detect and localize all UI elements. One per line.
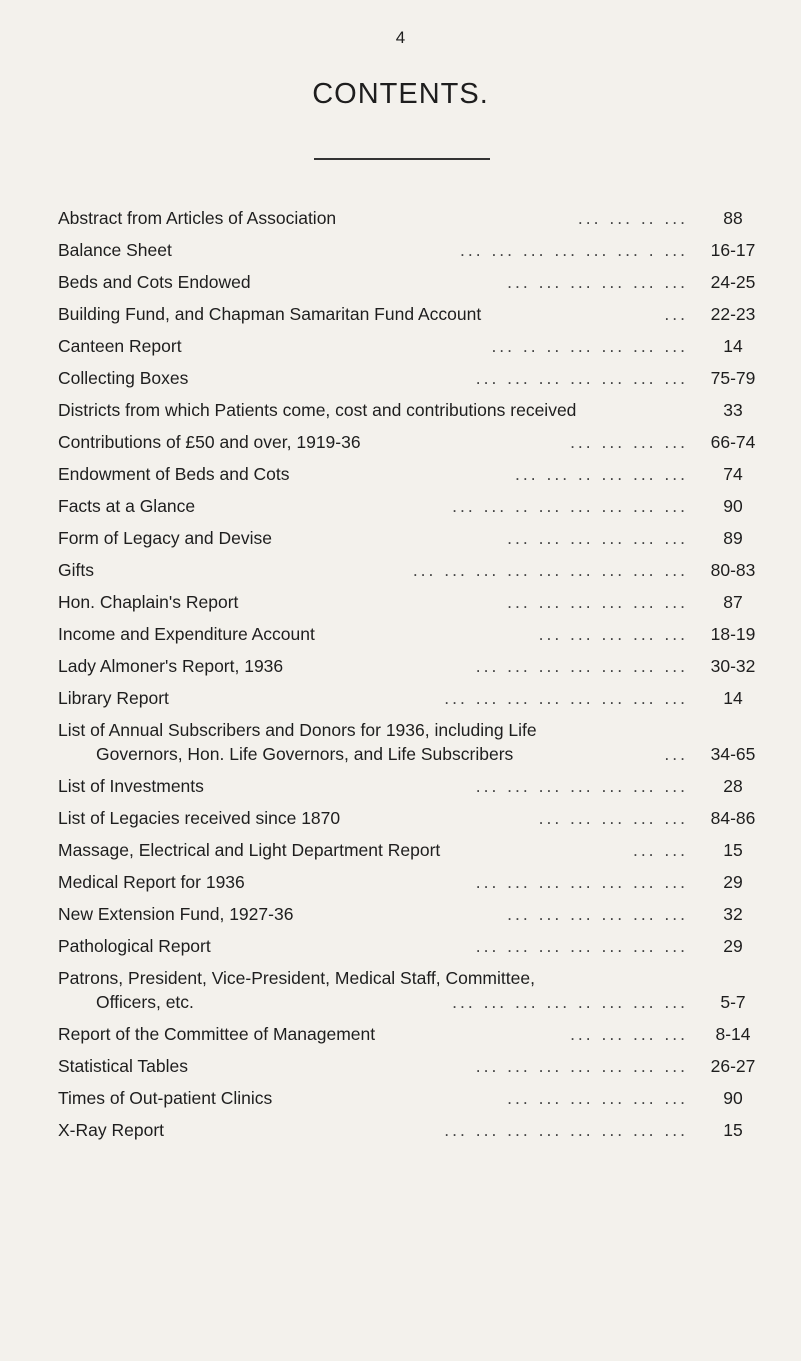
- entry-page-number: 18-19: [710, 624, 756, 644]
- entry-page-number: 34-65: [710, 744, 756, 764]
- contents-entry: [58, 870, 768, 894]
- entry-title: Massage, Electrical and Light Department Report: [58, 840, 441, 860]
- contents-entry: [58, 774, 768, 798]
- entry-page-number: 24-25: [710, 272, 756, 292]
- entry-title: Hon. Chaplain's Report: [58, 592, 239, 612]
- entry-title: Statistical Tables: [58, 1056, 189, 1076]
- leader-dots: ... ... ... ... ... ...: [507, 272, 688, 292]
- entry-page-number: 14: [723, 688, 743, 708]
- page-title: CONTENTS.: [312, 78, 489, 110]
- entry-title: X-Ray Report: [58, 1120, 165, 1140]
- entry-title-continuation: Officers, etc.: [96, 992, 194, 1012]
- entry-page-number: 29: [723, 936, 743, 956]
- leader-dots: ... ... ... ... ... ... ... ...: [444, 688, 688, 708]
- leader-dots: ... ... ... ... ... ... ...: [475, 1056, 688, 1076]
- contents-entry: [58, 1022, 768, 1046]
- entry-title: Facts at a Glance: [58, 496, 196, 516]
- entry-title: Library Report: [58, 688, 169, 708]
- leader-dots: ... ...: [632, 840, 688, 860]
- leader-dots: ... ... ... ... ...: [538, 624, 688, 644]
- entry-page-number: 15: [723, 1120, 743, 1140]
- contents-entry: [58, 366, 768, 390]
- contents-entry: [58, 270, 768, 294]
- contents-entry: [58, 902, 768, 926]
- leader-dots: ... ... ... ... ... ... . ...: [460, 240, 688, 260]
- leader-dots: ... ... ... ... ... ... ...: [475, 656, 688, 676]
- entry-title: Collecting Boxes: [58, 368, 189, 388]
- entry-title: List of Legacies received since 1870: [58, 808, 341, 828]
- entry-page-number: 26-27: [710, 1056, 756, 1076]
- leader-dots: ... ... ... ... ... ...: [507, 1088, 688, 1108]
- contents-entry: [58, 1054, 768, 1078]
- leader-dots: ... ... ... ... ... ...: [507, 592, 688, 612]
- leader-dots: ... ... ... ... ... ... ... ... ...: [412, 560, 688, 580]
- entry-page-number: 32: [723, 904, 743, 924]
- contents-entry: [58, 622, 768, 646]
- contents-entry: [58, 686, 768, 710]
- entry-title: New Extension Fund, 1927-36: [58, 904, 294, 924]
- contents-entry: [58, 718, 768, 766]
- contents-list: [58, 206, 768, 1150]
- entry-page-number: 16-17: [710, 240, 756, 260]
- entry-page-number: 29: [723, 872, 743, 892]
- entry-page-number: 74: [723, 464, 743, 484]
- entry-page-number: 87: [723, 592, 743, 612]
- contents-entry: [58, 1118, 768, 1142]
- leader-dots: ... .. .. ... ... ... ...: [491, 336, 688, 356]
- leader-dots: ... ... .. ...: [577, 208, 688, 228]
- entry-page-number: 33: [723, 400, 743, 420]
- contents-entry: [58, 934, 768, 958]
- entry-title-continuation: Governors, Hon. Life Governors, and Life Subscribers: [96, 744, 514, 764]
- leader-dots: ... ... ... ...: [570, 432, 688, 452]
- entry-title: List of Annual Subscribers and Donors for 1936, including Life: [58, 720, 537, 740]
- entry-page-number: 15: [723, 840, 743, 860]
- entry-title: Patrons, President, Vice-President, Medical Staff, Committee,: [58, 968, 535, 988]
- contents-entry: [58, 966, 768, 1014]
- entry-page-number: 5-7: [720, 992, 746, 1012]
- contents-entry: [58, 462, 768, 486]
- entry-page-number: 89: [723, 528, 743, 548]
- entry-page-number: 75-79: [710, 368, 756, 388]
- contents-entry: [58, 494, 768, 518]
- entry-title: Beds and Cots Endowed: [58, 272, 251, 292]
- entry-title: Times of Out-patient Clinics: [58, 1088, 273, 1108]
- entry-page-number: 30-32: [710, 656, 756, 676]
- entry-title: Building Fund, and Chapman Samaritan Fund Account: [58, 304, 482, 324]
- leader-dots: ... ... ... ... ... ... ...: [475, 776, 688, 796]
- leader-dots: ... ... ... ... ... ...: [507, 904, 688, 924]
- leader-dots: ... ... ... ...: [570, 1024, 688, 1044]
- leader-dots: ... ... ... ... ... ... ... ...: [444, 1120, 688, 1140]
- entry-title: Lady Almoner's Report, 1936: [58, 656, 284, 676]
- leader-dots: ... ... ... ... ...: [538, 808, 688, 828]
- entry-title: List of Investments: [58, 776, 204, 796]
- entry-page-number: 88: [723, 208, 743, 228]
- entry-title: Endowment of Beds and Cots: [58, 464, 290, 484]
- leader-dots: ...: [664, 744, 688, 764]
- entry-title: Canteen Report: [58, 336, 182, 356]
- entry-title: Medical Report for 1936: [58, 872, 245, 892]
- entry-title: Gifts: [58, 560, 94, 580]
- contents-entry: [58, 334, 768, 358]
- leader-dots: ... ... ... ... ... ... ...: [475, 936, 688, 956]
- leader-dots: ...: [664, 304, 688, 324]
- contents-entry: [58, 806, 768, 830]
- entry-title: Report of the Committee of Management: [58, 1024, 376, 1044]
- page-number: 4: [395, 28, 406, 47]
- contents-entry: [58, 558, 768, 582]
- leader-dots: ... ... .. ... ... ...: [515, 464, 688, 484]
- entry-title: Districts from which Patients come, cost and contributions received: [58, 400, 577, 420]
- entry-title: Form of Legacy and Devise: [58, 528, 272, 548]
- contents-entry: [58, 526, 768, 550]
- contents-entry: [58, 302, 768, 326]
- entry-title: Pathological Report: [58, 936, 211, 956]
- leader-dots: ... ... .. ... ... ... ... ...: [452, 496, 688, 516]
- contents-entry: [58, 654, 768, 678]
- entry-page-number: 84-86: [710, 808, 756, 828]
- entry-page-number: 66-74: [710, 432, 756, 452]
- leader-dots: ... ... ... ... ... ... ...: [475, 872, 688, 892]
- entry-title: Abstract from Articles of Association: [58, 208, 337, 228]
- entry-title: Balance Sheet: [58, 240, 172, 260]
- contents-entry: [58, 430, 768, 454]
- entry-page-number: 28: [723, 776, 743, 796]
- entry-title: Income and Expenditure Account: [58, 624, 315, 644]
- entry-page-number: 90: [723, 496, 743, 516]
- contents-entry: [58, 398, 768, 422]
- entry-page-number: 80-83: [710, 560, 756, 580]
- contents-entry: [58, 838, 768, 862]
- contents-entry: [58, 590, 768, 614]
- leader-dots: ... ... ... ... .. ... ... ...: [452, 992, 688, 1012]
- entry-page-number: 14: [723, 336, 743, 356]
- title-divider: [314, 158, 490, 160]
- leader-dots: ... ... ... ... ... ...: [507, 528, 688, 548]
- contents-entry: [58, 238, 768, 262]
- entry-page-number: 8-14: [715, 1024, 751, 1044]
- contents-entry: [58, 206, 768, 230]
- entry-page-number: 90: [723, 1088, 743, 1108]
- entry-title: Contributions of £50 and over, 1919-36: [58, 432, 361, 452]
- entry-page-number: 22-23: [710, 304, 756, 324]
- leader-dots: ... ... ... ... ... ... ...: [475, 368, 688, 388]
- contents-entry: [58, 1086, 768, 1110]
